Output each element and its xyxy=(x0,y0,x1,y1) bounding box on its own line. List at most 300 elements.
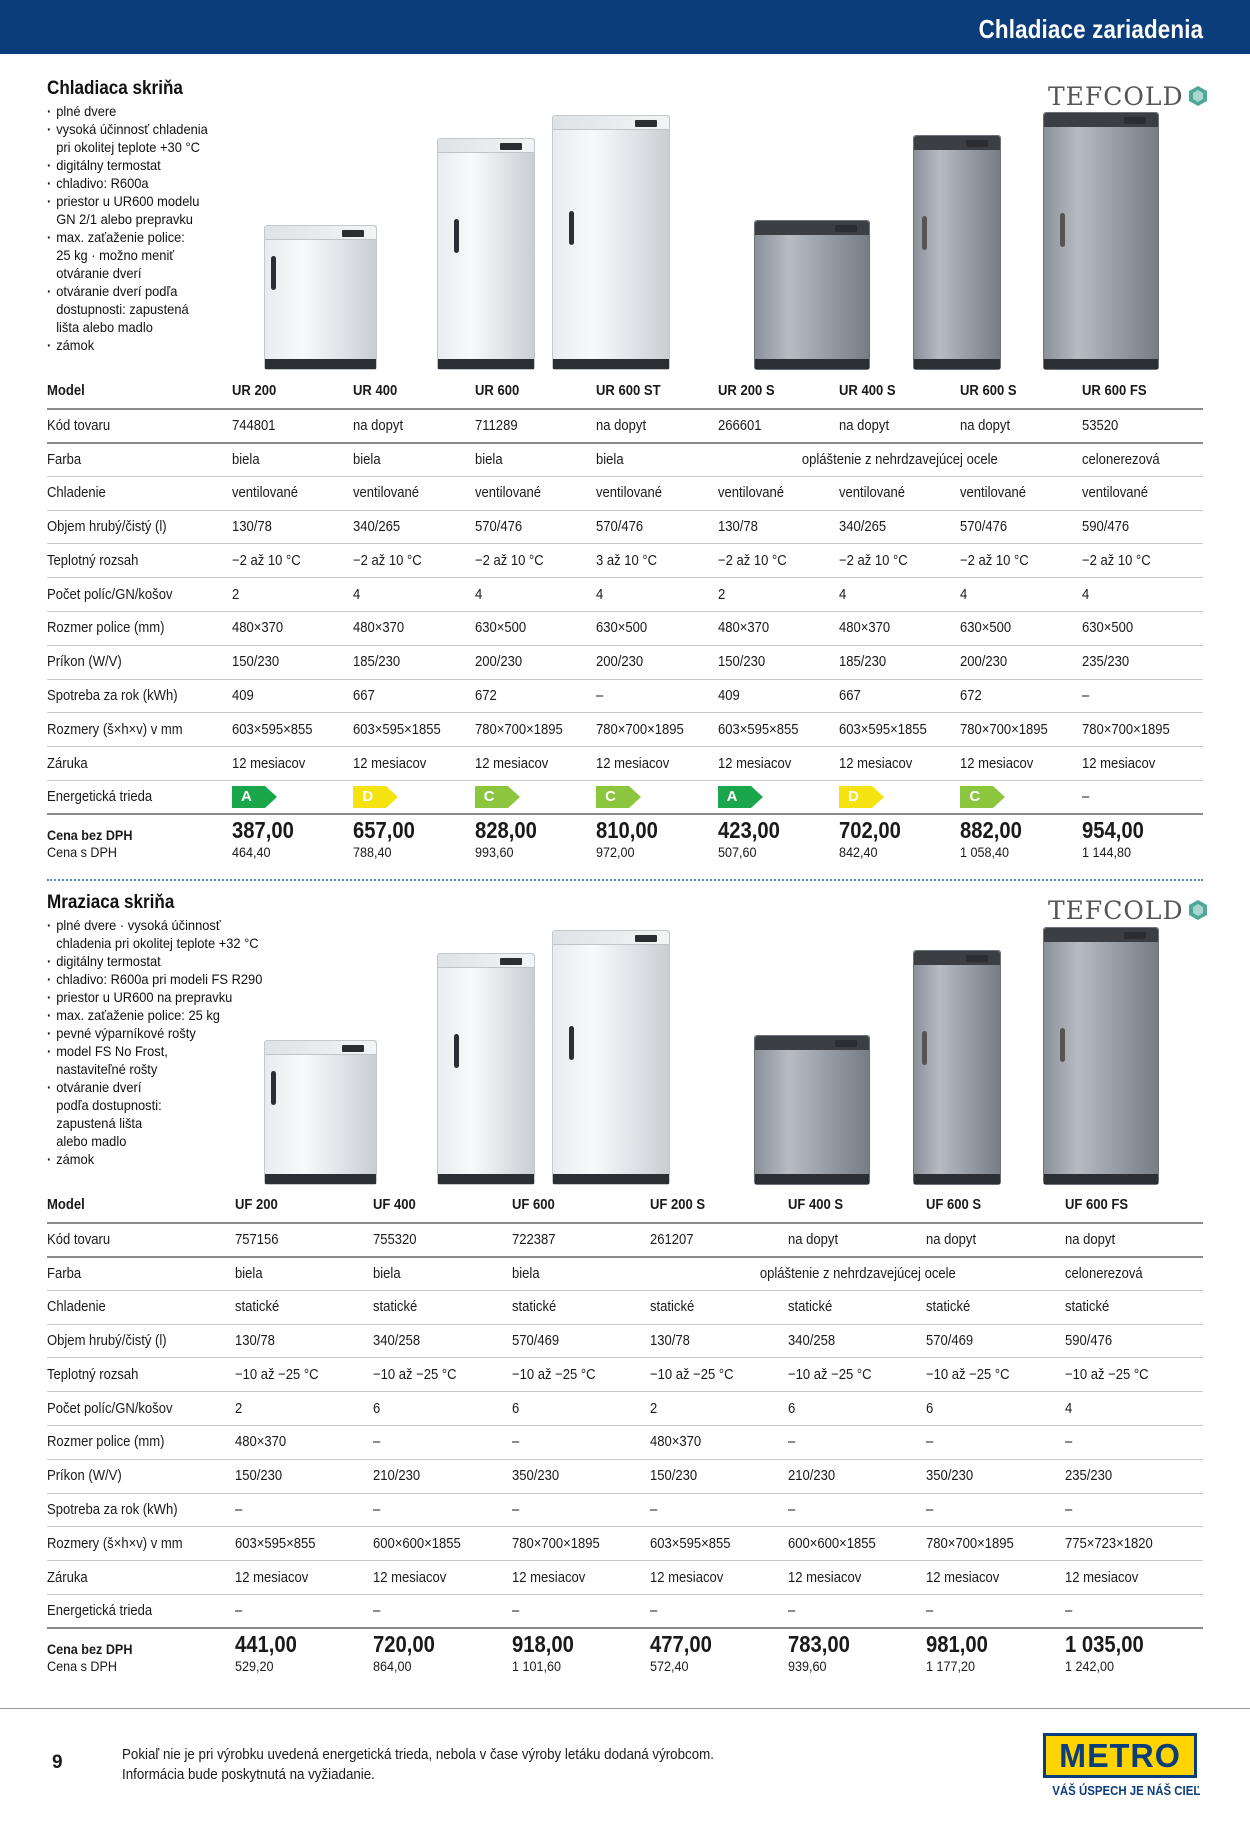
feature-item: alebo madlo xyxy=(56,1133,127,1149)
feature-item: · model FS No Frost, xyxy=(47,1042,1111,1060)
product-image-ur600 xyxy=(552,115,670,370)
table-cell: UF 200 xyxy=(235,1189,373,1223)
table-row-energia xyxy=(47,781,1203,815)
table-cell: 340/258 xyxy=(373,1324,511,1358)
table-cell: Spotreba za rok (kWh) xyxy=(47,679,232,713)
table-cell: 464,40 xyxy=(232,844,271,861)
table-cell: 918,00 xyxy=(511,1631,574,1658)
table-row-prikon xyxy=(47,1459,1203,1493)
table-row-teplota xyxy=(47,544,1203,578)
table-cell: 150/230 xyxy=(235,1459,373,1493)
table-cell: 507,60 xyxy=(717,844,757,861)
table-cell: statické xyxy=(235,1290,373,1324)
table-row-spotreba xyxy=(47,679,1203,713)
brand-text-2: TEFCOLD xyxy=(1048,896,1184,925)
snowflake-icon xyxy=(1187,899,1209,921)
table-cell: 12 mesiacov xyxy=(596,747,717,781)
table-cell: 409 xyxy=(232,679,353,713)
table-row-chladenie xyxy=(47,1290,1203,1324)
table-cell: UF 600 xyxy=(512,1189,650,1223)
table-cell: UR 600 FS xyxy=(1082,375,1203,409)
table-row-cena-s xyxy=(47,1658,1203,1680)
table-cell: UR 200 S xyxy=(718,375,839,409)
table-cell: 630×500 xyxy=(475,612,596,646)
feature-item: · zámok xyxy=(47,336,1111,354)
table-cell: na dopyt xyxy=(1065,1223,1203,1257)
table-cell: 780×700×1895 xyxy=(475,713,596,747)
table-cell: 130/78 xyxy=(718,510,839,544)
table-cell: 12 mesiacov xyxy=(960,747,1081,781)
table-cell xyxy=(718,781,839,815)
table-cell: biela xyxy=(512,1257,650,1291)
table-cell: 12 mesiacov xyxy=(839,747,960,781)
table-cell: 788,40 xyxy=(353,844,392,861)
table-cell: 4 xyxy=(353,578,474,612)
table-cell: −10 až −25 °C xyxy=(1065,1358,1203,1392)
brand-text: TEFCOLD xyxy=(1048,82,1184,111)
table-cell: 775×723×1820 xyxy=(1065,1527,1203,1561)
feature-item: · plné dvere · vysoká účinnosť xyxy=(47,916,1111,934)
table-cell: 2 xyxy=(232,578,353,612)
table-cell: ventilované xyxy=(475,476,596,510)
feature-item: chladenia pri okolitej teplote +32 °C xyxy=(56,935,259,951)
table-cell: 441,00 xyxy=(235,1631,297,1658)
feature-item: · digitálny termostat xyxy=(47,156,1111,174)
table-cell: 150/230 xyxy=(650,1459,788,1493)
table-cell: statické xyxy=(926,1290,1064,1324)
table-cell: 235/230 xyxy=(1082,645,1203,679)
table-cell: 993,60 xyxy=(474,844,514,861)
table-cell: Model xyxy=(47,1189,235,1223)
table-row-model xyxy=(47,1189,1203,1223)
table-cell: 780×700×1895 xyxy=(1082,713,1203,747)
table-cell: – xyxy=(650,1595,788,1629)
table-cell: ventilované xyxy=(353,476,474,510)
table-cell: 711289 xyxy=(475,409,596,443)
table-cell: 572,40 xyxy=(649,1658,689,1675)
table-cell: −2 až 10 °C xyxy=(353,544,474,578)
feature-item: · vysoká účinnosť chladenia xyxy=(47,120,1111,138)
energy-class-badge: C xyxy=(960,786,1005,808)
table-row-kod xyxy=(47,1223,1203,1257)
table-cell: opláštenie z nehrdzavejúcej ocele xyxy=(718,443,1082,477)
table-cell: 4 xyxy=(596,578,717,612)
product-image-uf200s xyxy=(754,1035,870,1185)
table-cell: 672 xyxy=(475,679,596,713)
table-cell: 185/230 xyxy=(353,645,474,679)
table-cell: 261207 xyxy=(650,1223,788,1257)
table-cell: 235/230 xyxy=(1065,1459,1203,1493)
tefcold-logo-2 xyxy=(1048,896,1209,925)
table-cell: 12 mesiacov xyxy=(1082,747,1203,781)
table-cell: ventilované xyxy=(718,476,839,510)
table-cell: 720,00 xyxy=(373,1631,436,1658)
table-cell: 423,00 xyxy=(717,817,780,844)
table-cell: 12 mesiacov xyxy=(235,1561,373,1595)
table-cell: 12 mesiacov xyxy=(232,747,353,781)
table-cell: 603×595×855 xyxy=(718,713,839,747)
table-cell: 480×370 xyxy=(839,612,960,646)
table-cell: biela xyxy=(235,1257,373,1291)
table-row-model xyxy=(47,375,1203,409)
table-cell: 6 xyxy=(373,1392,511,1426)
metro-logo xyxy=(1043,1733,1197,1778)
table-cell: 882,00 xyxy=(960,817,1023,844)
table-cell: Cena s DPH xyxy=(47,1658,118,1675)
feature-item: · priestor u UR600 na prepravku xyxy=(47,988,1111,1006)
table-cell: na dopyt xyxy=(960,409,1081,443)
table-cell: UR 600 ST xyxy=(596,375,717,409)
table-cell: opláštenie z nehrdzavejúcej ocele xyxy=(650,1257,1065,1291)
table-cell: 1 035,00 xyxy=(1064,1631,1144,1658)
table-cell: Farba xyxy=(47,443,232,477)
table-cell: 757156 xyxy=(235,1223,373,1257)
table-cell: 200/230 xyxy=(960,645,1081,679)
table-cell: – xyxy=(788,1595,926,1629)
table-row-cena-s xyxy=(47,844,1203,866)
feature-item: lišta alebo madlo xyxy=(56,319,153,335)
table-cell: statické xyxy=(1065,1290,1203,1324)
table-cell: Chladenie xyxy=(47,476,232,510)
table-cell: – xyxy=(926,1595,1064,1629)
table-cell: Spotreba za rok (kWh) xyxy=(47,1493,235,1527)
table-cell xyxy=(960,781,1081,815)
energy-class-badge: D xyxy=(353,786,398,808)
table-cell: Energetická trieda xyxy=(47,1595,235,1629)
table-cell: 1 144,80 xyxy=(1081,844,1131,861)
product-image-ur600fs xyxy=(1043,112,1159,370)
table-cell: Objem hrubý/čistý (l) xyxy=(47,1324,235,1358)
table-cell: 667 xyxy=(839,679,960,713)
product-image-ur200 xyxy=(264,225,377,370)
table-cell: 12 mesiacov xyxy=(926,1561,1064,1595)
table-cell: −2 až 10 °C xyxy=(960,544,1081,578)
table-cell: Záruka xyxy=(47,747,232,781)
feature-item: · zámok xyxy=(47,1150,1111,1168)
table-cell: 6 xyxy=(512,1392,650,1426)
product-image-uf400 xyxy=(437,953,535,1185)
table-cell: −10 až −25 °C xyxy=(235,1358,373,1392)
table-cell: 340/258 xyxy=(788,1324,926,1358)
table-cell: 6 xyxy=(926,1392,1064,1426)
table-cell: UR 400 xyxy=(353,375,474,409)
table-cell: – xyxy=(1065,1595,1203,1629)
footer-note-line-1: Pokiaľ nie je pri výrobku uvedená energetická trieda, nebola v čase výroby letáku dodaná výrobcom. xyxy=(122,1747,714,1763)
feature-item: podľa dostupnosti: xyxy=(56,1097,162,1113)
table-cell: – xyxy=(373,1595,511,1629)
energy-class-badge: C xyxy=(475,786,520,808)
table-cell: – xyxy=(788,1493,926,1527)
table-cell: – xyxy=(1065,1426,1203,1460)
table-cell: na dopyt xyxy=(788,1223,926,1257)
table-cell: −2 až 10 °C xyxy=(232,544,353,578)
table-cell: – xyxy=(235,1595,373,1629)
footer-divider xyxy=(0,1708,1250,1709)
feature-item: GN 2/1 alebo prepravku xyxy=(56,211,193,227)
feature-item: · priestor u UR600 modelu xyxy=(47,192,1111,210)
energy-class-badge: A xyxy=(718,786,763,808)
table-cell: ventilované xyxy=(839,476,960,510)
table-cell: 755320 xyxy=(373,1223,511,1257)
table-cell: 130/78 xyxy=(232,510,353,544)
feature-item: 25 kg · možno meniť xyxy=(56,247,175,263)
table-cell: – xyxy=(512,1595,650,1629)
table-cell: 2 xyxy=(650,1392,788,1426)
table-cell: statické xyxy=(373,1290,511,1324)
table-cell: – xyxy=(926,1426,1064,1460)
table-cell: – xyxy=(373,1493,511,1527)
table-cell: 480×370 xyxy=(650,1426,788,1460)
feature-item: · pevné výparníkové rošty xyxy=(47,1024,1111,1042)
table-row-kod xyxy=(47,409,1203,443)
table-cell: 12 mesiacov xyxy=(353,747,474,781)
table-cell: 150/230 xyxy=(718,645,839,679)
table-cell: 780×700×1895 xyxy=(926,1527,1064,1561)
table-cell: 4 xyxy=(960,578,1081,612)
table-cell: 570/476 xyxy=(596,510,717,544)
table-cell: 630×500 xyxy=(1082,612,1203,646)
fridge-section-title: Chladiaca skriňa xyxy=(47,78,183,99)
table-cell: statické xyxy=(650,1290,788,1324)
product-image-ur400s xyxy=(913,135,1001,370)
table-row-objem xyxy=(47,1324,1203,1358)
table-cell: 210/230 xyxy=(373,1459,511,1493)
table-cell: Záruka xyxy=(47,1561,235,1595)
table-cell: 864,00 xyxy=(373,1658,412,1675)
table-cell: 722387 xyxy=(512,1223,650,1257)
table-cell: −2 až 10 °C xyxy=(475,544,596,578)
feature-item: · chladivo: R600a xyxy=(47,174,1111,192)
table-cell: 744801 xyxy=(232,409,353,443)
table-cell: 6 xyxy=(788,1392,926,1426)
table-cell: 185/230 xyxy=(839,645,960,679)
snowflake-icon xyxy=(1187,85,1209,107)
table-cell: ventilované xyxy=(1082,476,1203,510)
table-cell: 810,00 xyxy=(596,817,659,844)
table-cell: Objem hrubý/čistý (l) xyxy=(47,510,232,544)
feature-item: pri okolitej teplote +30 °C xyxy=(56,139,200,155)
table-cell: 12 mesiacov xyxy=(718,747,839,781)
table-cell: 480×370 xyxy=(235,1426,373,1460)
page-title: Chladiace zariadenia xyxy=(978,14,1203,44)
feature-item: nastaviteľné rošty xyxy=(56,1061,158,1077)
freezer-spec-table xyxy=(47,1189,1203,1680)
feature-item: zapustená lišta xyxy=(56,1115,143,1131)
footer-note xyxy=(122,1745,765,1785)
table-cell: 780×700×1895 xyxy=(596,713,717,747)
table-cell: 350/230 xyxy=(512,1459,650,1493)
table-cell: 702,00 xyxy=(838,817,901,844)
table-cell: 477,00 xyxy=(649,1631,712,1658)
table-cell: Teplotný rozsah xyxy=(47,1358,235,1392)
table-row-rozmer_police xyxy=(47,612,1203,646)
table-cell: – xyxy=(235,1493,373,1527)
table-cell: Počet políc/GN/košov xyxy=(47,1392,235,1426)
table-row-rozmery xyxy=(47,1527,1203,1561)
metro-logo-text: METRO xyxy=(1059,1737,1181,1774)
table-cell: 4 xyxy=(475,578,596,612)
feature-item: · plné dvere xyxy=(47,102,1111,120)
table-cell: – xyxy=(373,1426,511,1460)
table-cell: na dopyt xyxy=(596,409,717,443)
table-cell: 603×595×855 xyxy=(235,1527,373,1561)
table-cell: UF 200 S xyxy=(650,1189,788,1223)
table-cell: 12 mesiacov xyxy=(1065,1561,1203,1595)
table-cell: 672 xyxy=(960,679,1081,713)
table-cell: 2 xyxy=(718,578,839,612)
product-image-uf200 xyxy=(264,1040,377,1185)
table-cell: 200/230 xyxy=(475,645,596,679)
table-row-zaruka xyxy=(47,1561,1203,1595)
table-cell: Chladenie xyxy=(47,1290,235,1324)
table-cell: Cena bez DPH xyxy=(47,827,133,844)
table-cell: 600×600×1855 xyxy=(373,1527,511,1561)
table-cell: UF 400 S xyxy=(788,1189,926,1223)
table-cell: celonerezová xyxy=(1065,1257,1203,1291)
table-cell: 340/265 xyxy=(353,510,474,544)
table-cell: 480×370 xyxy=(718,612,839,646)
table-cell: 603×595×1855 xyxy=(839,713,960,747)
table-cell: Model xyxy=(47,375,232,409)
table-cell: 150/230 xyxy=(232,645,353,679)
table-cell: 630×500 xyxy=(596,612,717,646)
table-cell: 972,00 xyxy=(596,844,635,861)
table-cell: 954,00 xyxy=(1081,817,1144,844)
table-row-objem xyxy=(47,510,1203,544)
table-cell: 4 xyxy=(1065,1392,1203,1426)
table-cell: 657,00 xyxy=(353,817,416,844)
feature-item: otváranie dverí xyxy=(56,265,142,281)
table-cell: −2 až 10 °C xyxy=(718,544,839,578)
table-row-cena-bez xyxy=(47,814,1203,844)
table-cell: 350/230 xyxy=(926,1459,1064,1493)
table-cell: 12 mesiacov xyxy=(373,1561,511,1595)
table-cell: 1 242,00 xyxy=(1064,1658,1114,1675)
table-cell: ventilované xyxy=(960,476,1081,510)
feature-item: · max. zaťaženie police: 25 kg xyxy=(47,1006,1111,1024)
table-cell: – xyxy=(926,1493,1064,1527)
product-image-uf400s xyxy=(913,950,1001,1185)
product-image-ur400 xyxy=(437,138,535,370)
table-cell: −10 až −25 °C xyxy=(926,1358,1064,1392)
table-cell: biela xyxy=(596,443,717,477)
table-cell: Cena s DPH xyxy=(47,844,118,861)
table-cell: 780×700×1895 xyxy=(512,1527,650,1561)
table-cell xyxy=(475,781,596,815)
table-cell: 570/476 xyxy=(475,510,596,544)
table-cell: 603×595×855 xyxy=(232,713,353,747)
table-cell: ventilované xyxy=(596,476,717,510)
table-cell: – xyxy=(596,679,717,713)
table-cell: −10 až −25 °C xyxy=(788,1358,926,1392)
table-cell: −10 až −25 °C xyxy=(373,1358,511,1392)
feature-item: · chladivo: R600a pri modeli FS R290 xyxy=(47,970,1111,988)
freezer-section-title: Mraziaca skriňa xyxy=(47,892,175,913)
table-cell: Príkon (W/V) xyxy=(47,645,232,679)
table-cell: – xyxy=(1065,1493,1203,1527)
table-cell: Rozmery (š×h×v) v mm xyxy=(47,713,232,747)
table-cell: UR 200 xyxy=(232,375,353,409)
page-number: 9 xyxy=(52,1752,63,1773)
table-cell: 130/78 xyxy=(650,1324,788,1358)
table-cell: 12 mesiacov xyxy=(650,1561,788,1595)
table-cell: 780×700×1895 xyxy=(960,713,1081,747)
table-cell: Cena bez DPH xyxy=(47,1641,133,1658)
feature-item: dostupnosti: zapustená xyxy=(56,301,189,317)
table-row-teplota xyxy=(47,1358,1203,1392)
table-cell: UF 600 FS xyxy=(1065,1189,1203,1223)
table-cell xyxy=(353,781,474,815)
table-cell: 3 až 10 °C xyxy=(596,544,717,578)
table-cell: biela xyxy=(232,443,353,477)
table-cell: UF 600 S xyxy=(926,1189,1064,1223)
table-cell xyxy=(596,781,717,815)
table-cell: biela xyxy=(373,1257,511,1291)
table-cell: biela xyxy=(353,443,474,477)
table-cell: biela xyxy=(475,443,596,477)
table-cell: 12 mesiacov xyxy=(512,1561,650,1595)
product-image-uf600 xyxy=(552,930,670,1185)
table-cell: 842,40 xyxy=(838,844,878,861)
header-bar xyxy=(0,0,1250,54)
table-cell: 480×370 xyxy=(232,612,353,646)
table-row-police xyxy=(47,1392,1203,1426)
energy-class-badge: C xyxy=(596,786,641,808)
table-row-prikon xyxy=(47,645,1203,679)
feature-item: · otváranie dverí podľa xyxy=(47,282,1111,300)
footer-note-line-2: Informácia bude poskytnutá na vyžiadanie. xyxy=(122,1767,375,1783)
table-row-cena-bez xyxy=(47,1628,1203,1658)
table-row-rozmer_police xyxy=(47,1426,1203,1460)
table-row-zaruka xyxy=(47,747,1203,781)
table-cell: 12 mesiacov xyxy=(788,1561,926,1595)
feature-item: · digitálny termostat xyxy=(47,952,1111,970)
table-cell: Rozmery (š×h×v) v mm xyxy=(47,1527,235,1561)
table-row-farba xyxy=(47,443,1203,477)
table-cell: 570/469 xyxy=(512,1324,650,1358)
table-cell: na dopyt xyxy=(839,409,960,443)
table-cell: −10 až −25 °C xyxy=(650,1358,788,1392)
section-divider xyxy=(47,879,1203,881)
table-cell: 480×370 xyxy=(353,612,474,646)
table-cell: ventilované xyxy=(232,476,353,510)
table-cell: 570/476 xyxy=(960,510,1081,544)
table-cell: 130/78 xyxy=(235,1324,373,1358)
table-cell: UR 600 S xyxy=(960,375,1081,409)
feature-item: · max. zaťaženie police: xyxy=(47,228,1111,246)
energy-class-badge: A xyxy=(232,786,277,808)
table-cell xyxy=(839,781,960,815)
table-cell: −2 až 10 °C xyxy=(839,544,960,578)
table-row-chladenie xyxy=(47,476,1203,510)
table-cell: 387,00 xyxy=(232,817,294,844)
table-cell: UR 400 S xyxy=(839,375,960,409)
table-cell: 200/230 xyxy=(596,645,717,679)
table-cell: 783,00 xyxy=(788,1631,851,1658)
table-cell: – xyxy=(512,1426,650,1460)
table-cell: – xyxy=(1082,679,1203,713)
table-cell: – xyxy=(788,1426,926,1460)
table-cell: na dopyt xyxy=(353,409,474,443)
table-cell: Príkon (W/V) xyxy=(47,1459,235,1493)
table-cell: 603×595×855 xyxy=(650,1527,788,1561)
table-cell: statické xyxy=(512,1290,650,1324)
table-cell: 1 101,60 xyxy=(511,1658,561,1675)
table-cell: celonerezová xyxy=(1082,443,1203,477)
table-cell: Energetická trieda xyxy=(47,781,232,815)
table-cell: 570/469 xyxy=(926,1324,1064,1358)
table-row-spotreba xyxy=(47,1493,1203,1527)
